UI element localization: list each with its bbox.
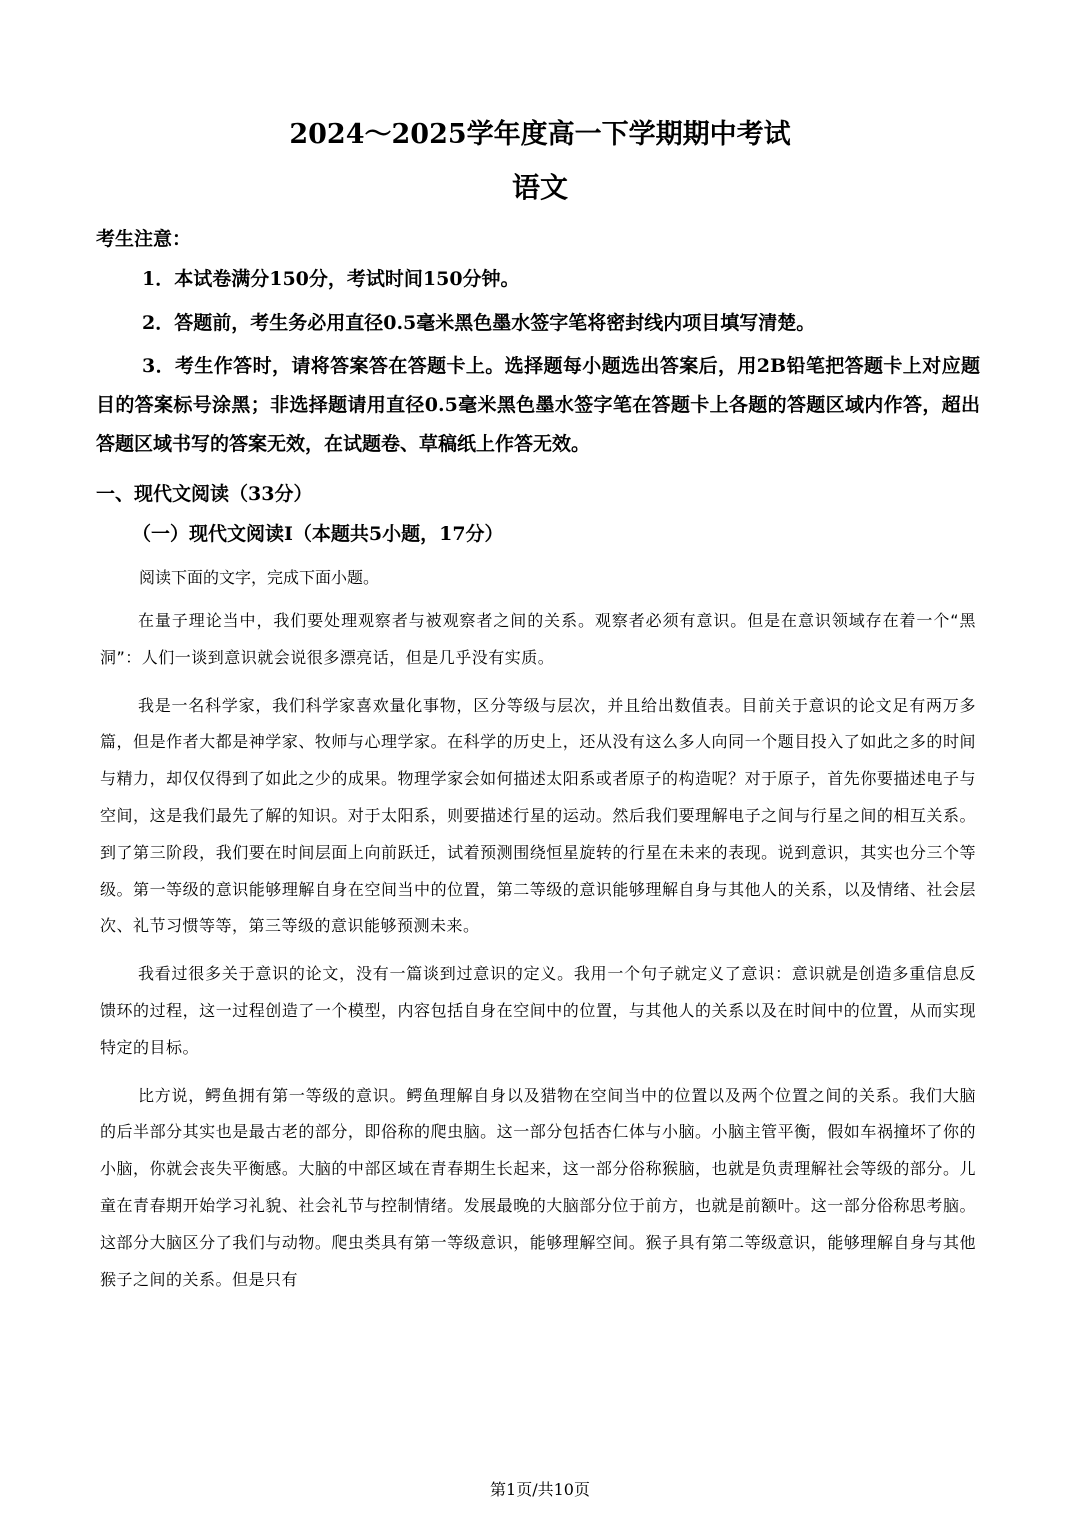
- notice-item-1: 1．本试卷满分150分，考试时间150分钟。: [142, 268, 520, 290]
- notice-item-3: 3．考生作答时，请将答案答在答题卡上。选择题每小题选出答案后，用2B铅笔把答题卡上对应题目的答案标号涂黑；非选择题请用直径0.5毫米黑色墨水签字笔在答题卡上各题的答题区域内作答，超出答题区域书写的答案无效，在试题卷、草稿纸上作答无效。: [96, 355, 980, 455]
- passage-paragraph: 我是一名科学家，我们科学家喜欢量化事物，区分等级与层次，并且给出数值表。目前关于意识的论文足有两万多篇，但是作者大都是神学家、牧师与心理学家。在科学的历史上，还从没有这么多人向同一个题目投入了如此之多的时间与精力，却仅仅得到了如此之少的成果。物理学家会如何描述太阳系或者原子的构造呢？对于原子，首先你要描述电子与空间，这是我们最先了解的知识。对于太阳系，则要描述行星的运动。然后我们要理解电子之间与行星之间的相互关系。到了第三阶段，我们要在时间层面上向前跃迁，试着预测围绕恒星旋转的行星在未来的表现。说到意识，其实也分三个等级。第一等级的意识能够理解自身在空间当中的位置，第二等级的意识能够理解自身与其他人的关系，以及情绪、社会层次、礼节习惯等等，第三等级的意识能够预测未来。: [100, 695, 976, 936]
- exam-title: 2024～2025学年度高一下学期期中考试: [289, 119, 791, 150]
- passage-paragraph: 我看过很多关于意识的论文，没有一篇谈到过意识的定义。我用一个句子就定义了意识：意识就是创造多重信息反馈环的过程，这一过程创造了一个模型，内容包括自身在空间中的位置，与其他人的关系以及在时间中的位置，从而实现特定的目标。: [100, 964, 976, 1057]
- reading-instruction: 阅读下面的文字，完成下面小题。: [139, 568, 380, 587]
- reading-passage: [100, 603, 976, 1309]
- subject-title: 语文: [511, 171, 568, 204]
- subsection-heading: （一）现代文阅读Ⅰ（本题共5小题，17分）: [132, 523, 504, 545]
- passage-paragraph: 比方说，鳄鱼拥有第一等级的意识。鳄鱼理解自身以及猎物在空间当中的位置以及两个位置之间的关系。我们大脑的后半部分其实也是最古老的部分，即俗称的爬虫脑。这一部分包括杏仁体与小脑。小脑主管平衡，假如车祸撞坏了你的小脑，你就会丧失平衡感。大脑的中部区域在青春期生长起来，这一部分俗称猴脑，也就是负责理解社会等级的部分。儿童在青春期开始学习礼貌、社会礼节与控制情绪。发展最晚的大脑部分位于前方，也就是前额叶。这一部分俗称思考脑。这部分大脑区分了我们与动物。爬虫类具有第一等级意识，能够理解空间。猴子具有第二等级意识，能够理解自身与其他猴子之间的关系。但是只有: [100, 1085, 976, 1289]
- notice-label: 考生注意：: [96, 228, 192, 250]
- section-heading: 一、现代文阅读（33分）: [96, 483, 313, 505]
- passage-paragraph: 在量子理论当中，我们要处理观察者与被观察者之间的关系。观察者必须有意识。但是在意识领域存在着一个“黑洞”：人们一谈到意识就会说很多漂亮话，但是几乎没有实质。: [100, 611, 976, 667]
- notice-item-2: 2．答题前，考生务必用直径0.5毫米黑色墨水签字笔将密封线内项目填写清楚。: [142, 312, 816, 334]
- page-number: 第1页/共10页: [490, 1480, 590, 1499]
